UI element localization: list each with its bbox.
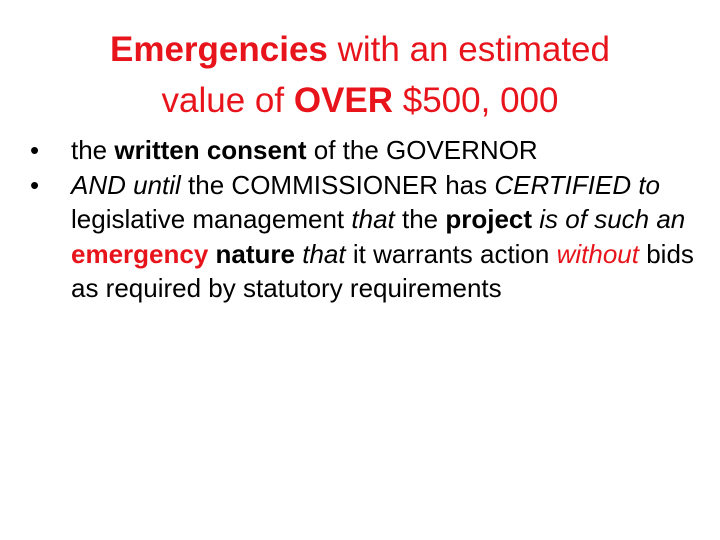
text-run: legislative management (71, 204, 352, 234)
text-run-italic: CERTIFIED to (494, 169, 661, 200)
text-run: bids as required by statutory requirements (71, 238, 694, 303)
text-run-bold: project (445, 204, 533, 234)
text-run-italic: is of such an (539, 204, 686, 234)
title-amount: $500, 000 (393, 81, 559, 120)
bullet-item (30, 168, 700, 306)
text-run-italic: that (302, 238, 346, 269)
bullet-marker: • (30, 169, 40, 200)
text-run: the COMMISSIONER has (180, 169, 495, 200)
text-run-bold-red: emergency (71, 238, 209, 269)
title-emphasis: OVER (293, 81, 394, 120)
title-line-1 (40, 24, 680, 75)
text-run-italic: AND until (71, 169, 181, 200)
bullet-list (30, 133, 700, 306)
slide-title (40, 24, 680, 126)
bullet-item (30, 133, 700, 168)
text-run: GOVERNOR (386, 135, 538, 165)
bullet-marker: • (30, 135, 40, 165)
title-line-2 (40, 75, 680, 126)
text-run: of the (306, 135, 387, 165)
text-run: the (394, 204, 446, 234)
title-text: with an estimated (327, 30, 610, 69)
text-run-bold: nature (215, 238, 296, 269)
text-run: it warrants action (345, 238, 557, 269)
text-run: the (71, 135, 115, 165)
bullet-text (71, 170, 694, 304)
text-run-bold: written consent (114, 135, 307, 165)
text-run-italic: that (351, 204, 395, 234)
title-emphasis: Emergencies (110, 30, 328, 69)
bullet-text (71, 135, 538, 165)
text-run-italic-red: without (556, 238, 639, 269)
title-text: value of (161, 81, 294, 120)
text-run (208, 239, 215, 269)
